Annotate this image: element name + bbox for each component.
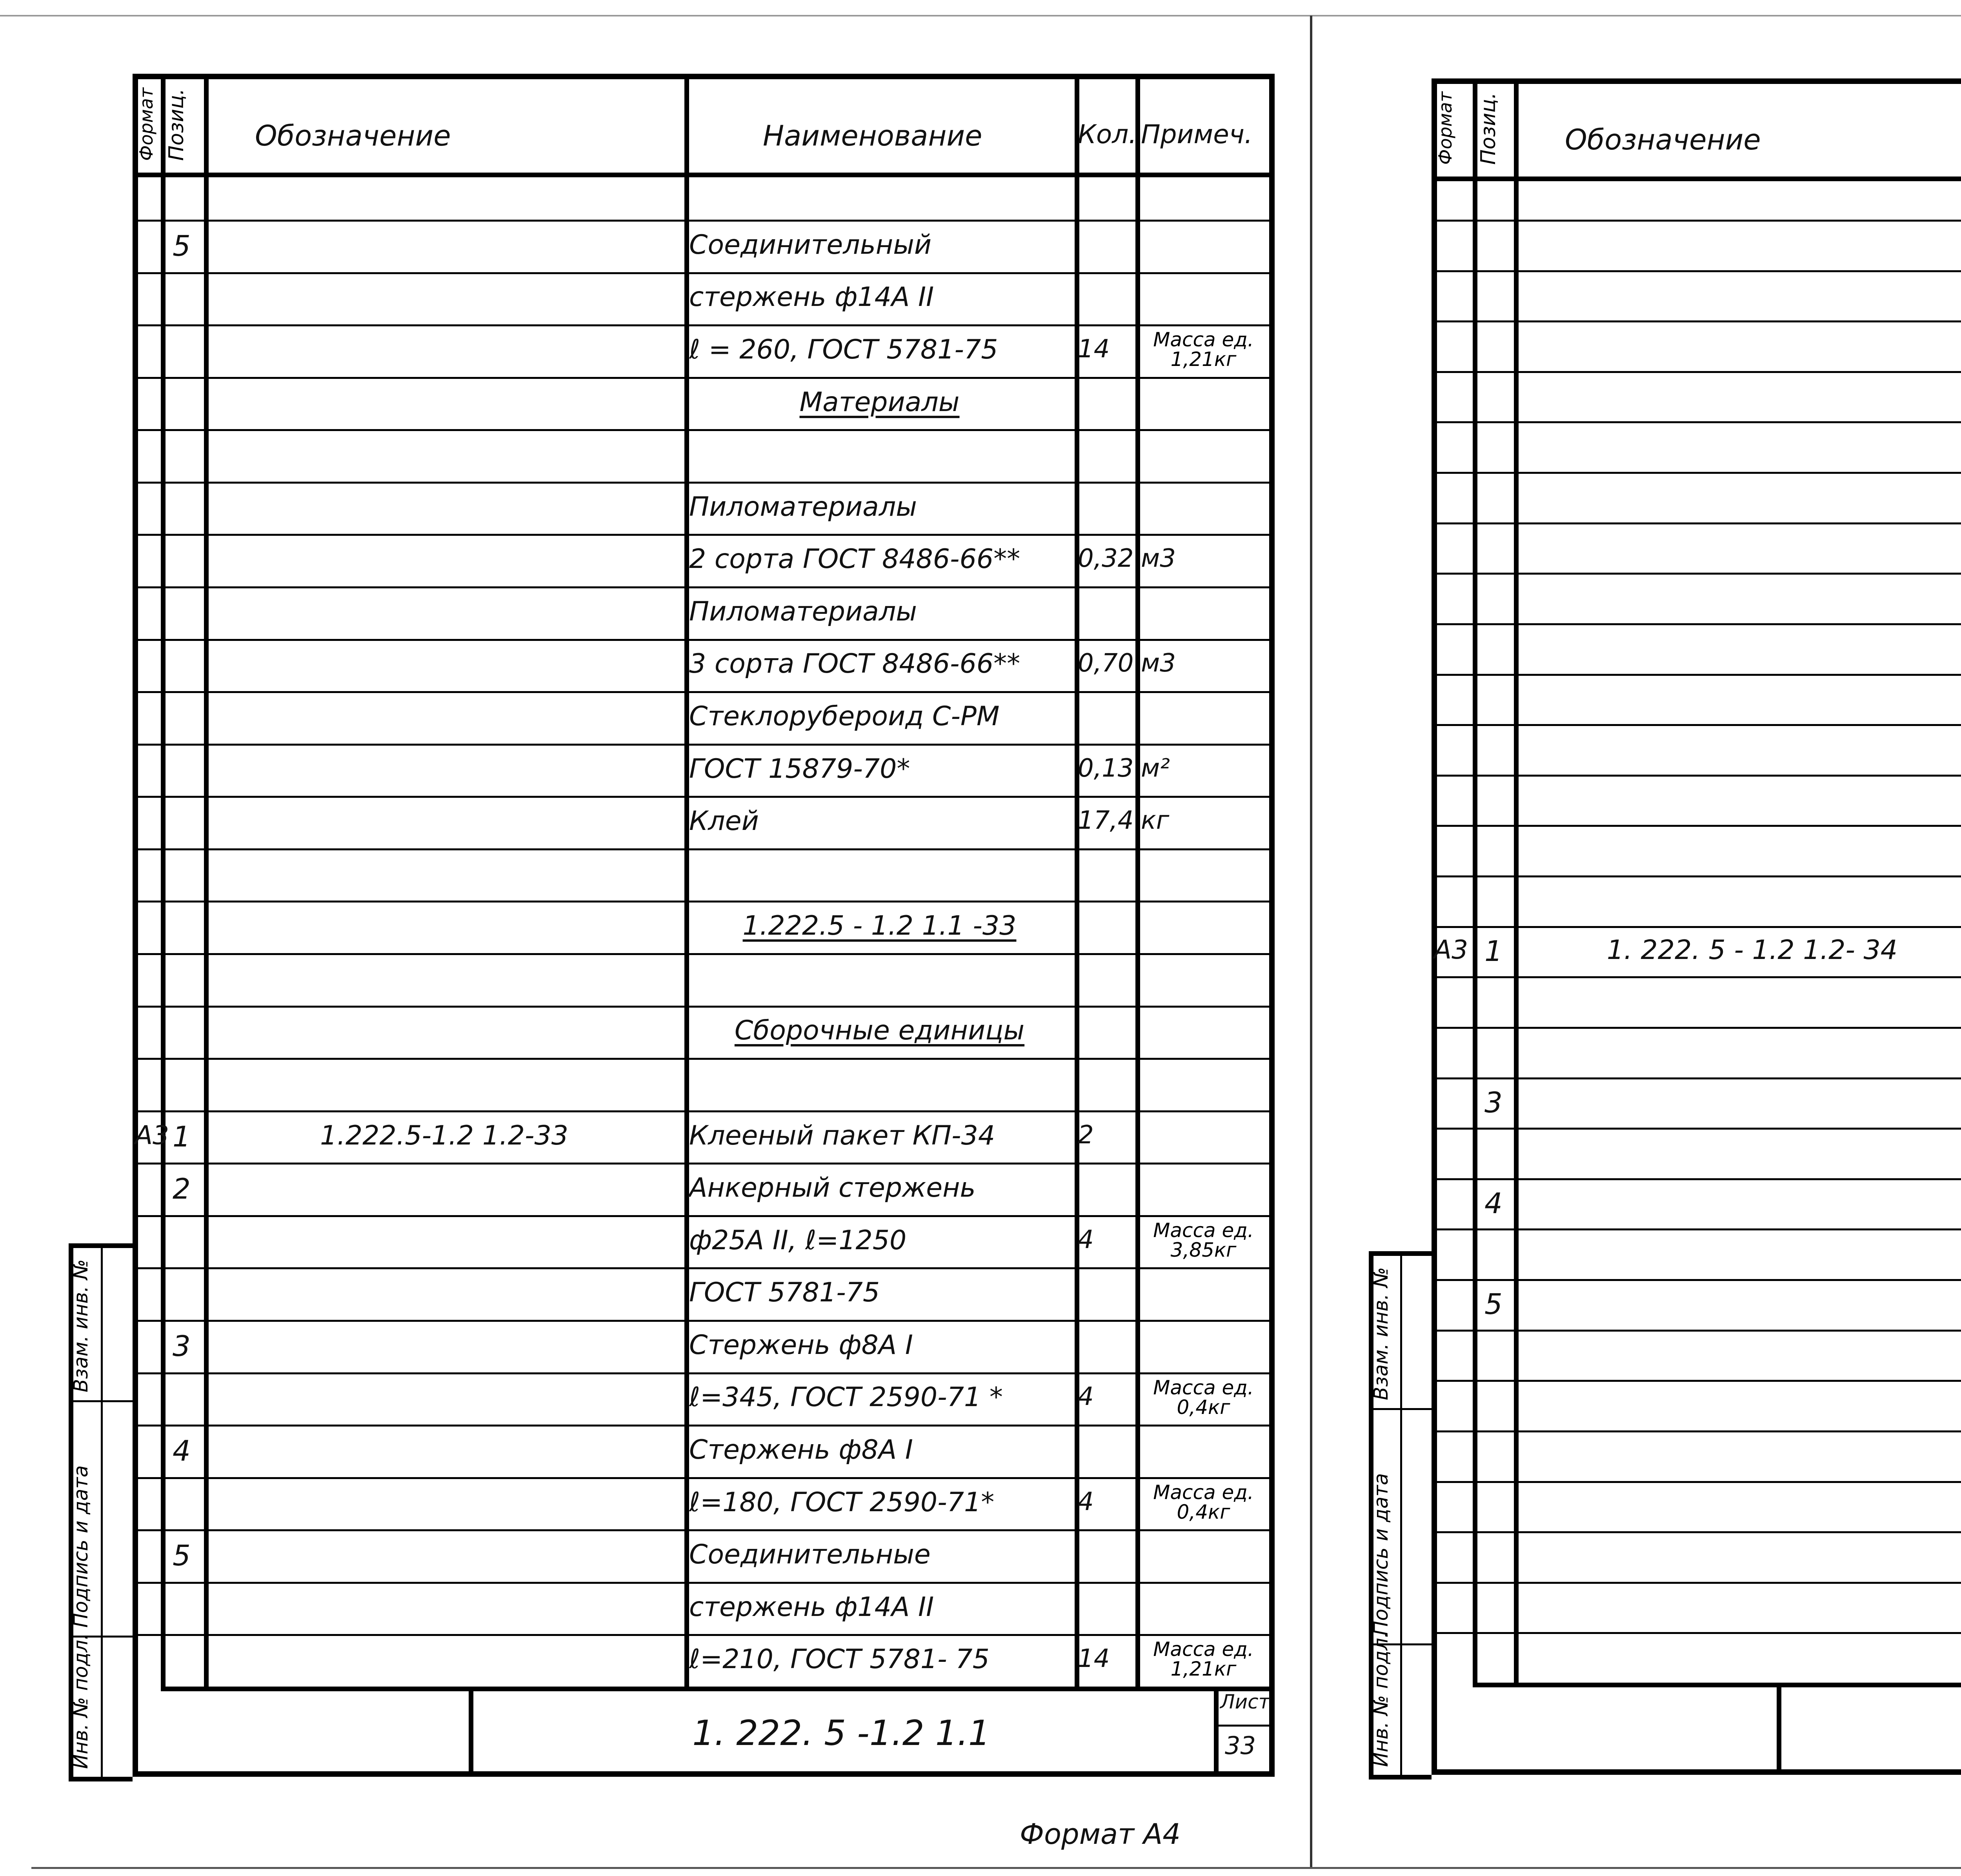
row-divider — [1432, 1077, 1961, 1079]
row-divider — [1432, 270, 1961, 272]
row-name: Пиломатериалы — [689, 596, 917, 627]
row-name: ГОСТ 5781-75 — [689, 1277, 880, 1308]
row-qty: 14 — [1078, 1644, 1110, 1674]
row-qty: 14 — [1078, 334, 1110, 364]
row-position: 3 — [173, 1329, 191, 1363]
column-header-format: Формат — [136, 87, 157, 161]
row-divider — [133, 1110, 1275, 1112]
row-divider — [133, 1058, 1275, 1060]
row-position: 2 — [173, 1172, 191, 1206]
column-header-position: Позиц. — [165, 88, 188, 161]
row-divider — [1432, 371, 1961, 373]
row-name: 2 сорта ГОСТ 8486-66** — [689, 544, 1021, 575]
row-divider — [133, 377, 1275, 379]
row-divider — [1432, 976, 1961, 978]
column-divider — [684, 74, 689, 1687]
row-divider — [1432, 1430, 1961, 1432]
row-divider — [133, 220, 1275, 222]
stamp-label-vzam: Взам. инв. № — [69, 1259, 92, 1392]
sheet-right — [1314, 0, 1961, 1876]
row-divider — [133, 272, 1275, 274]
row-note: м3 — [1141, 544, 1176, 573]
row-qty: 4 — [1078, 1382, 1094, 1412]
row-divider — [133, 586, 1275, 588]
row-divider — [133, 324, 1275, 326]
row-divider — [1432, 472, 1961, 474]
row-position: 5 — [173, 1539, 191, 1572]
row-divider — [133, 1529, 1275, 1531]
row-divider — [1432, 1228, 1961, 1230]
row-divider — [133, 1267, 1275, 1269]
row-name: ℓ=345, ГОСТ 2590-71 * — [689, 1382, 1003, 1413]
title-block-divider — [1777, 1683, 1781, 1775]
row-position: 1 — [173, 1120, 191, 1153]
row-format: А3 — [135, 1120, 169, 1150]
row-divider — [133, 429, 1275, 431]
column-divider — [204, 74, 209, 1687]
row-name: Стеклорубероид С-РМ — [689, 701, 1000, 732]
row-name: ℓ = 260, ГОСТ 5781-75 — [689, 334, 998, 365]
stamp-label-vzam: Взам. инв. № — [1370, 1267, 1392, 1400]
column-header-name: Наименование — [763, 119, 982, 152]
row-format: А3 — [1434, 935, 1468, 965]
row-divider — [133, 848, 1275, 850]
stamp-bottom — [1369, 1775, 1432, 1780]
row-note: кг — [1141, 806, 1170, 835]
row-qty: 17,4 — [1078, 806, 1134, 835]
row-name: стержень ф14А II — [689, 1591, 934, 1623]
row-name: Соединительный — [689, 229, 932, 260]
row-position: 1 — [1484, 935, 1503, 968]
row-position: 4 — [1484, 1187, 1503, 1220]
title-block-top — [1473, 1683, 1961, 1687]
row-position: 3 — [1484, 1086, 1503, 1119]
row-divider — [1432, 320, 1961, 322]
row-qty: 0,70 — [1078, 649, 1134, 678]
row-designation: 1.222.5-1.2 1.2-33 — [320, 1120, 569, 1151]
row-divider — [133, 1477, 1275, 1479]
row-qty: 2 — [1078, 1120, 1094, 1150]
row-designation: 1. 222. 5 - 1.2 1.2- 34 — [1606, 935, 1898, 966]
row-note: Масса ед. 0,4кг — [1153, 1376, 1254, 1419]
row-name: 3 сорта ГОСТ 8486-66** — [689, 648, 1021, 680]
stamp-label-inv: Инв. № подл. — [69, 1634, 92, 1769]
row-divider — [1432, 1632, 1961, 1634]
row-qty: 4 — [1078, 1487, 1094, 1516]
row-divider — [1432, 421, 1961, 423]
row-name: ф25А II, ℓ=1250 — [689, 1225, 907, 1256]
column-header-designation: Обозначение — [1565, 123, 1761, 156]
row-divider — [1432, 623, 1961, 625]
row-divider — [1432, 1027, 1961, 1029]
title-block-top — [161, 1687, 1275, 1691]
stamp-top — [1369, 1251, 1432, 1256]
row-divider — [133, 1163, 1275, 1165]
row-note: Масса ед. 0,4кг — [1153, 1481, 1254, 1523]
title-block-sheet-label: Лист — [1220, 1690, 1270, 1713]
row-divider — [1432, 1128, 1961, 1130]
row-divider — [133, 639, 1275, 641]
row-position: 5 — [1484, 1288, 1503, 1321]
row-divider — [133, 482, 1275, 484]
row-name: ℓ=210, ГОСТ 5781- 75 — [689, 1644, 990, 1675]
title-block-divider — [469, 1687, 473, 1777]
row-divider — [133, 744, 1275, 746]
row-divider — [1432, 1380, 1961, 1382]
row-divider — [1432, 522, 1961, 524]
column-header-designation: Обозначение — [255, 119, 451, 152]
column-divider — [1514, 78, 1519, 1683]
stamp-label-podpis: Подпись и дата — [69, 1465, 92, 1628]
title-block-divider — [1214, 1687, 1219, 1777]
row-name: Клей — [689, 806, 759, 837]
row-name: Стержень ф8А I — [689, 1434, 913, 1465]
row-name: Анкерный стержень — [689, 1172, 976, 1204]
row-qty: 0,32 — [1078, 544, 1134, 573]
stamp-inner-line — [1400, 1251, 1402, 1775]
row-name: стержень ф14А II — [689, 282, 934, 313]
row-divider — [1432, 220, 1961, 222]
column-header-note: Примеч. — [1141, 119, 1253, 149]
row-divider — [1432, 1330, 1961, 1332]
row-name: Материалы — [799, 386, 960, 418]
stamp-top — [69, 1243, 133, 1248]
format-note: Формат А4 — [1020, 1818, 1181, 1851]
row-divider — [133, 1425, 1275, 1427]
sheet-frame — [133, 74, 1275, 1777]
row-name: ГОСТ 15879-70* — [689, 753, 910, 784]
row-divider — [1432, 573, 1961, 575]
header-divider — [1432, 177, 1961, 181]
column-header-qty: Кол. — [1078, 119, 1137, 149]
row-divider — [1432, 724, 1961, 726]
row-divider — [1432, 926, 1961, 928]
column-header-format: Формат — [1435, 91, 1456, 165]
row-divider — [133, 1634, 1275, 1636]
stamp-inner-line — [101, 1243, 103, 1777]
title-block-sheet-number: 33 — [1225, 1731, 1256, 1760]
row-divider — [1432, 1531, 1961, 1533]
row-name: Клееный пакет КП-34 — [689, 1120, 995, 1151]
row-divider — [133, 1320, 1275, 1322]
row-divider — [133, 1372, 1275, 1374]
row-divider — [1432, 1481, 1961, 1483]
row-divider — [1432, 875, 1961, 877]
row-note: Масса ед. 3,85кг — [1153, 1219, 1254, 1261]
column-header-position: Позиц. — [1477, 92, 1500, 165]
row-position: 4 — [173, 1434, 191, 1467]
row-divider — [1432, 775, 1961, 777]
row-divider — [1432, 1178, 1961, 1180]
sheet-label-divider — [1214, 1725, 1275, 1727]
row-note: Масса ед. 1,21кг — [1153, 1638, 1254, 1681]
stamp-divider — [69, 1400, 133, 1402]
column-divider — [1473, 78, 1477, 1683]
row-note: м3 — [1141, 649, 1176, 678]
stamp-bottom — [69, 1777, 133, 1781]
row-divider — [1432, 1582, 1961, 1584]
row-note: м² — [1141, 753, 1170, 783]
row-divider — [133, 1582, 1275, 1584]
row-note: Масса ед. 1,21кг — [1153, 328, 1254, 371]
row-divider — [133, 796, 1275, 798]
column-divider — [161, 74, 166, 1687]
row-qty: 0,13 — [1078, 753, 1134, 783]
row-name: Сборочные единицы — [734, 1015, 1025, 1046]
row-divider — [133, 691, 1275, 693]
title-block-document-code: 1. 222. 5 -1.2 1.1 — [692, 1713, 990, 1753]
row-qty: 4 — [1078, 1225, 1094, 1254]
stamp-label-podpis: Подпись и дата — [1370, 1473, 1392, 1636]
row-position: 5 — [173, 229, 191, 262]
row-divider — [133, 1006, 1275, 1008]
column-divider — [1075, 74, 1079, 1687]
row-divider — [133, 1215, 1275, 1217]
row-divider — [1432, 825, 1961, 827]
row-name: Стержень ф8А I — [689, 1329, 913, 1361]
row-divider — [133, 953, 1275, 955]
row-divider — [133, 901, 1275, 903]
column-divider — [1135, 74, 1140, 1687]
stamp-label-inv: Инв. № подл. — [1370, 1632, 1392, 1767]
stamp-divider — [1369, 1408, 1432, 1410]
row-divider — [1432, 1279, 1961, 1281]
row-name: 1.222.5 - 1.2 1.1 -33 — [742, 910, 1017, 942]
row-divider — [1432, 674, 1961, 676]
row-name: ℓ=180, ГОСТ 2590-71* — [689, 1487, 995, 1518]
row-name: Пиломатериалы — [689, 491, 917, 522]
header-divider — [133, 173, 1275, 177]
row-name: Соединительные — [689, 1539, 931, 1570]
row-divider — [133, 534, 1275, 536]
